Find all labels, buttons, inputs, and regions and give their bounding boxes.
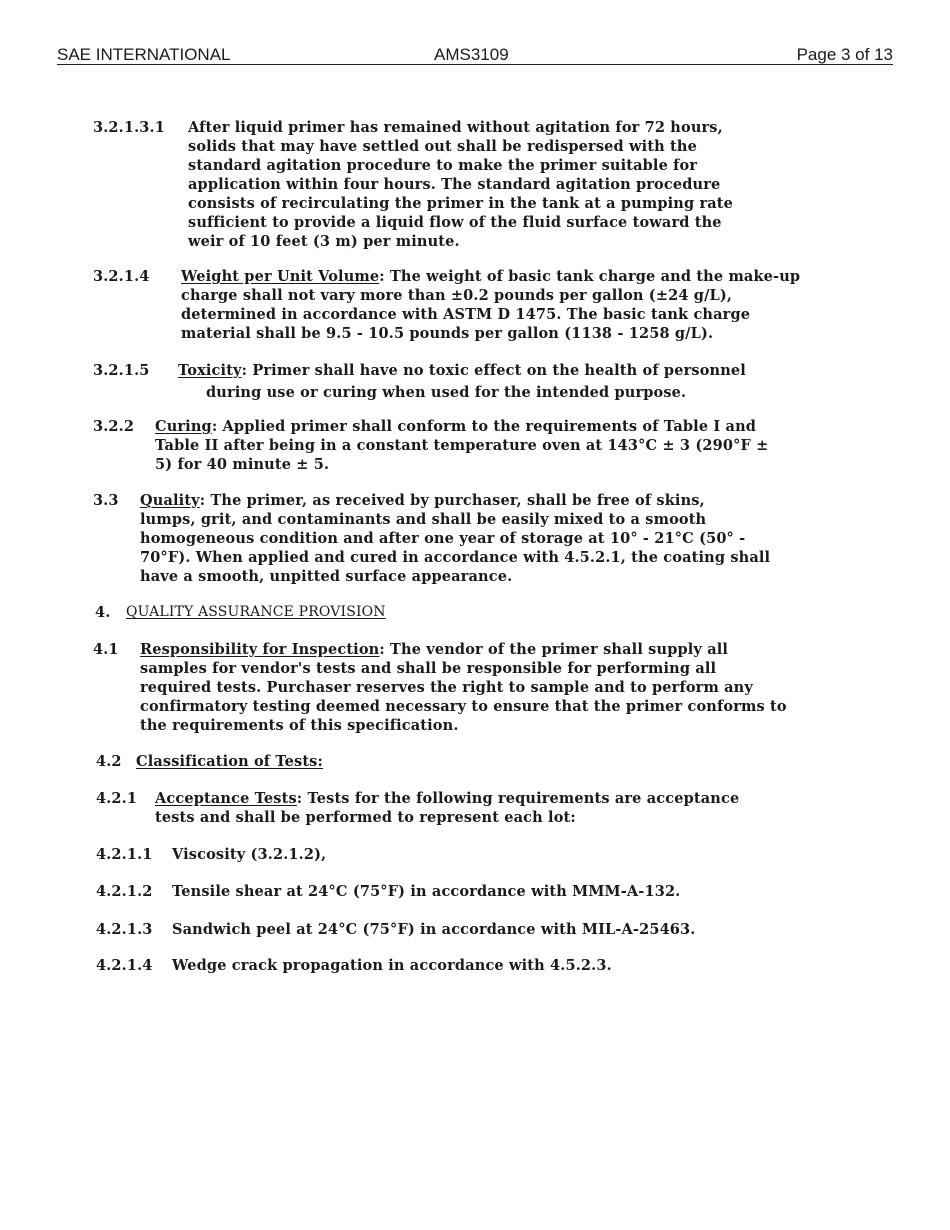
- text-line: samples for vendor's tests and shall be responsible for performing all: [140, 660, 717, 677]
- section-title: Quality: [140, 492, 200, 509]
- text-line: Wedge crack propagation in accordance with 4.5.2.3.: [172, 957, 612, 974]
- section-title: Classification of Tests:: [136, 753, 324, 770]
- section-number: 4.1: [93, 641, 119, 658]
- text-line: Sandwich peel at 24°C (75°F) in accordance with MIL-A-25463.: [172, 921, 696, 938]
- text-line: : The vendor of the primer shall supply all: [379, 641, 729, 658]
- section-number: 4.2.1: [96, 790, 138, 807]
- section-title: QUALITY ASSURANCE PROVISION: [126, 604, 386, 620]
- text-line: sufficient to provide a liquid flow of the fluid surface toward the: [188, 214, 722, 231]
- text-line: After liquid primer has remained without agitation for 72 hours,: [188, 119, 723, 136]
- header-document-id: AMS3109: [434, 45, 509, 64]
- text-line: : Tests for the following requirements are acceptance: [296, 790, 740, 807]
- text-line: tests and shall be performed to represent each lot:: [155, 809, 576, 826]
- text-line: application within four hours. The standard agitation procedure: [188, 176, 721, 193]
- text-line: required tests. Purchaser reserves the right to sample and to perform any: [140, 679, 753, 696]
- text-line: : The weight of basic tank charge and the make-up: [379, 268, 801, 285]
- text-line: Viscosity (3.2.1.2),: [172, 846, 327, 863]
- text-line: confirmatory testing deemed necessary to ensure that the primer conforms to: [140, 698, 787, 715]
- section-title: Responsibility for Inspection: [140, 641, 380, 658]
- text-line: during use or curing when used for the intended purpose.: [206, 384, 687, 401]
- text-line: : Applied primer shall conform to the requirements of Table I and: [211, 418, 757, 435]
- text-line: : The primer, as received by purchaser, shall be free of skins,: [199, 492, 705, 509]
- section-title: Curing: [155, 418, 212, 435]
- section-title: Weight per Unit Volume: [181, 268, 380, 285]
- text-line: solids that may have settled out shall be redispersed with the: [188, 138, 697, 155]
- header-page-number: Page 3 of 13: [796, 45, 893, 64]
- section-number: 3.2.1.3.1: [93, 119, 165, 136]
- text-line: lumps, grit, and contaminants and shall be easily mixed to a smooth: [140, 511, 707, 528]
- text-line: determined in accordance with ASTM D 1475. The basic tank charge: [181, 306, 751, 323]
- section-title: Acceptance Tests: [155, 790, 297, 807]
- section-number: 3.3: [93, 492, 119, 509]
- section-number: 4.2.1.3: [96, 921, 153, 938]
- text-line: material shall be 9.5 - 10.5 pounds per gallon (1138 - 1258 g/L).: [181, 325, 714, 342]
- section-number: 3.2.1.5: [93, 362, 150, 379]
- section-number: 4.: [95, 604, 111, 621]
- text-line: 5) for 40 minute ± 5.: [155, 456, 330, 473]
- text-line: Table II after being in a constant temperature oven at 143°C ± 3 (290°F ±: [155, 437, 769, 454]
- text-line: the requirements of this specification.: [140, 717, 459, 734]
- section-number: 3.2.1.4: [93, 268, 150, 285]
- text-line: standard agitation procedure to make the primer suitable for: [188, 157, 698, 174]
- text-line: charge shall not vary more than ±0.2 pounds per gallon (±24 g/L),: [181, 287, 733, 304]
- header-organization: SAE INTERNATIONAL: [57, 45, 231, 64]
- section-title: Toxicity: [178, 362, 242, 379]
- page-header: [57, 45, 893, 65]
- text-line: Tensile shear at 24°C (75°F) in accordance with MMM-A-132.: [172, 883, 681, 900]
- text-line: consists of recirculating the primer in the tank at a pumping rate: [188, 195, 734, 212]
- text-line: homogeneous condition and after one year of storage at 10° - 21°C (50° -: [140, 530, 746, 547]
- section-number: 4.2.1.2: [96, 883, 153, 900]
- section-number: 4.2.1.4: [96, 957, 153, 974]
- text-line: 70°F). When applied and cured in accordance with 4.5.2.1, the coating shall: [140, 549, 771, 566]
- section-number: 4.2.1.1: [96, 846, 153, 863]
- section-number: 3.2.2: [93, 418, 135, 435]
- text-line: weir of 10 feet (3 m) per minute.: [188, 233, 460, 250]
- text-line: have a smooth, unpitted surface appearance.: [140, 568, 513, 585]
- text-line: : Primer shall have no toxic effect on the health of personnel: [241, 362, 746, 379]
- section-number: 4.2: [96, 753, 122, 770]
